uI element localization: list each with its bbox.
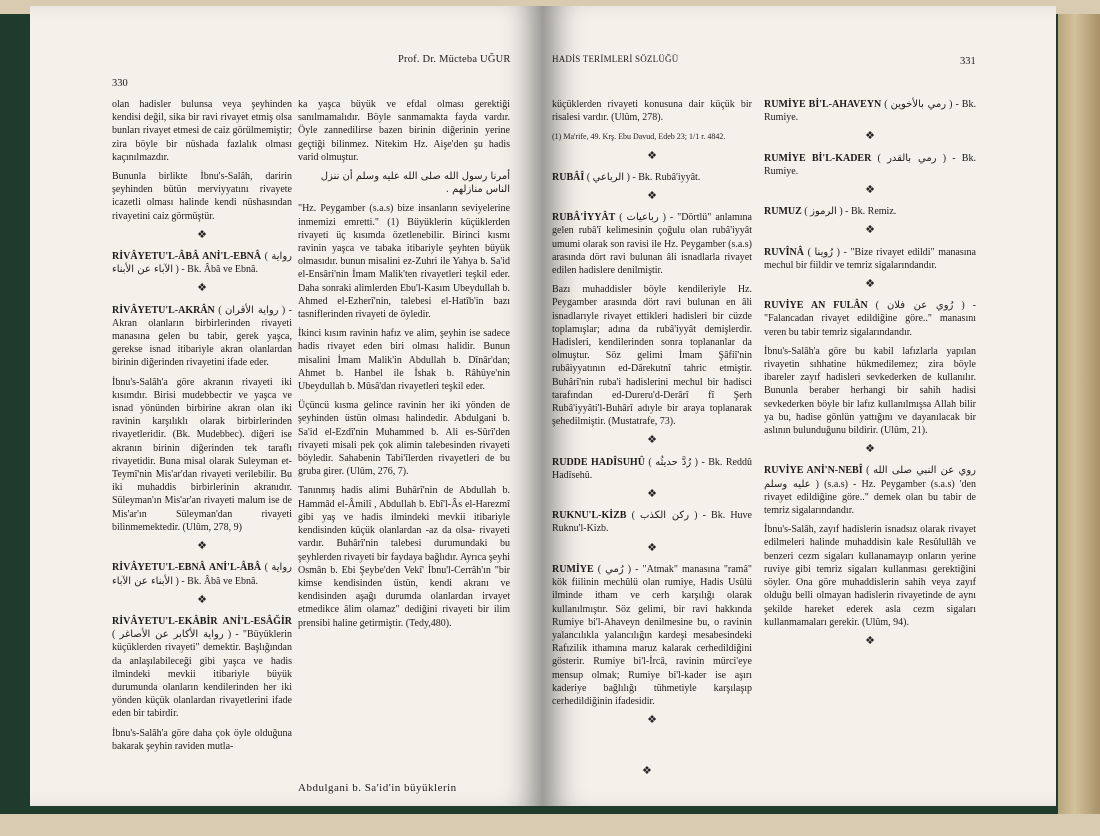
paragraph: Bazı muhaddisler böyle kendileriyle Hz. Peygamber arasında dört ravi bulunan en âli isnadlarıyle rivayet ettikleri hadisleri bir cüzde toplamışlar; adına da rubâ'iyyât demişlerdir. Hadisleri, kendilerinden sonra toplananlar da olmuştur. Söz gelimi İmam Şâfiî'nin rubâiyyatının ed-Dârekutnî tahric etmiştir. Buhârî'nin ruba'i hadislerini mechul bir hadisci tarafından ed-Dureru'd-Derârî fî Şerh Rubâ'iyyâti'l-Buhârî adıyle bir araya toplanarak şehedilmiştir. (Mustatrafe, 73). bbox=[552, 284, 752, 428]
entry-text: - Bk. Rubâ'iyyât. bbox=[629, 171, 701, 183]
page-number: 331 bbox=[960, 56, 976, 67]
footnote: (1) Ma'rife, 49. Krş. Ebu Davud, Edeb 23; 1/1 r. 4842. bbox=[552, 132, 726, 142]
arabic-term: رواية الأكابر عن الأصاغر bbox=[119, 629, 224, 641]
entry-headword: RUDDE HADÎSUHÛ bbox=[552, 456, 645, 468]
dictionary-entry: RUMİYE ( رُمي ) - "Atmak" manasına "ramâ" kök fiilinin mechûlü olan rumiye, Hadis Usûlü ilminde itham ve cerh karşılığı olarak kullanılmıştır. Söz gelimi, bir ravi hakkında Rumiye bi'l-Ahaveyn denilmesine bu, o ravinin yalancılıkla yalancılığın kardeşi mesabesindeki Rafızilik ithamına maruz kalarak cerhedildiğini gösterir. Rumiye bi'l-İrcâ, ravinin mürci'eye mensup olmak; Rumiye bi'l-kader ise aşırı kaderiye bağlılığı tühmetiyle karşılaşıp cerhedildiğinin ifadesidir. bbox=[552, 563, 752, 707]
arabic-term: رمي بالقدر bbox=[887, 152, 937, 164]
arabic-term: ركن الكذب bbox=[640, 510, 690, 522]
dictionary-entry: RİVÂYETU'L-ÂBÂ ANİ'L-EBNÂ ( رواية الآباء عن الأبناء ) - Bk. Âbâ ve Ebnâ. bbox=[112, 251, 292, 276]
paragraph: İbnu's-Salâh'a göre daha çok öyle olduğuna bakarak şeyhin raviden mutla- bbox=[112, 727, 292, 752]
arabic-term: رُوينا bbox=[814, 246, 834, 258]
entry-headword: RUBÂÎ bbox=[552, 171, 585, 183]
arabic-term: الرموز bbox=[810, 206, 837, 218]
entry-text: - "Büyüklerin küçüklerden rivayeti" demektir. Başlığından da anlaşılabileceği gibi yaşca ve hadis ilmindeki mevkii itibariyle büyük durumunda olanların kendilerinden her iki yönden küçük olanlardan rivayetlerini ifade eden bir tabirdir. bbox=[112, 629, 292, 720]
entry-headword: RİVÂYETU'L-AKRÂN bbox=[112, 304, 215, 316]
text-column-2 bbox=[764, 98, 976, 656]
paragraph: İbnu's-Salâh'a göre bu kabil lafızlarla yapılan rivayetin sıhhatine hükmedilemez; zira böyle ibareler zayıf hadisleri sevkederken de kullanılır. Bununla beraber herhangi bir sahih hadisi sevkederken böyle bir lafız kullanılmışsa Allah bilir ya bu, hadise gönlün yattığını ve dayanılacak bir aslının bulunduğunu bildirir. (Ulûm, 21). bbox=[764, 345, 976, 437]
paragraph: Üçüncü kısma gelince ravinin her iki yönden de şeyhinden üstün olması halindedir. Abdulgani b. Sa'id el-Ezdî'nin Muhammed b. Ali es-Sûrî'den rivayeti misali pek çok alimin talebesinden rivayeti böyledir. Sahabenin Tabi'îlerden rivayetleri de bu gruba girer. (Ulûm, 276, 7). bbox=[298, 400, 510, 478]
ornament: ❖ bbox=[865, 443, 875, 456]
ornament: ❖ bbox=[197, 228, 207, 241]
ornament: ❖ bbox=[647, 714, 657, 727]
ornament: ❖ bbox=[865, 224, 875, 237]
dictionary-entry: RUMİYE Bİ'L-AHAVEYN ( رمي بالأخوين ) - Bk. Rumiye. bbox=[764, 99, 976, 124]
arabic-term: رمي بالأخوين bbox=[890, 99, 947, 110]
entry-text: - "Dörtlü" anlamına gelen rubâ'î kelimesinin çoğulu olan rubâ'iyyât umumi olarak son ravisi ile Hz. Peygamber (s.a.s) arasında dört ravi bulunan âli isnadlarla rivayet edilen hadislere denilmiştir. bbox=[552, 212, 752, 277]
entry-text: - Bk. Remiz. bbox=[842, 206, 897, 218]
arabic-term: الرباعي bbox=[592, 171, 625, 183]
ornament: ❖ bbox=[197, 540, 207, 553]
paragraph: "Hz. Peygamber (s.a.s) bize insanların seviyelerine inmemizi emretti." (1) Büyüklerin küçüklerden rivayeti üç kısımda özetlenebilir. Birinci kısmı ravinin yaşca ve tabaka itibariyle şeyhten büyük olmasıdır. bunun misalini ez-Zuhri ile Yahya b. Sa'id el-Ensâri'nin İmam Malik'ten rivayetleri teşkil eder. Daha sonraki alimlerden Ebu'l-Kasım Ubeydullah b. Ahmed el-Ezherî'nin, talebesi el-Hatîb'in bazı tasniflerinden rivayeti de öyledir. bbox=[298, 203, 510, 321]
arabic-term: رُدَّ حديثُه bbox=[655, 456, 692, 468]
arabic-term: رُمي bbox=[605, 563, 624, 575]
text-column-2 bbox=[298, 98, 510, 636]
last-line: Abdulgani b. Sa'id'in büyüklerin bbox=[298, 782, 457, 794]
entry-text: - Bk. Âbâ ve Ebnâ. bbox=[178, 575, 258, 587]
paragraph: Bununla birlikte İbnu's-Salâh, daririn şeyhinden bütün merviyyatını rivayete icazetli olması halinde kendi nüshasından rivayetini caiz görmüştür. bbox=[112, 171, 292, 222]
entry-text: - Bk. Reddû Hadîsehû. bbox=[552, 456, 752, 481]
paragraph: ka yaşca büyük ve efdal olması gerektiği sanılmamalıdır. Böyle sanmamakta fayda vardır. Öyle zannedilirse bazen birinin diğerinin yerine geçtiği bilinmez. Nitekim Hz. Aişe'den şu hadis varid olmuştur. bbox=[298, 99, 510, 163]
dictionary-entry: RUBÂÎ ( الرباعي ) - Bk. Rubâ'iyyât. bbox=[552, 171, 701, 183]
arabic-term: رُوي عن فلان bbox=[886, 300, 954, 312]
entry-text: (s.a.s) - Hz. Peygamber (s.a.s) 'den rivayet edildiğine göre.." demek olan bu tabir de temriz sigalarındandır. bbox=[764, 478, 976, 517]
arabic-term: رواية الأبناء عن الآباء bbox=[112, 562, 292, 587]
paragraph: küçüklerden rivayeti konusuna dair küçük bir risalesi vardır. (Ulûm, 278). bbox=[552, 99, 752, 124]
entry-headword: RUBÂ'İYYÂT bbox=[552, 212, 616, 224]
ornament: ❖ bbox=[865, 278, 875, 291]
paragraph: Tanınmış hadis alimi Buhârî'nin de Abdullah b. Hammâd el-Âmilî , Abdullah b. Ebî'l-Âs el-Harezmî gibi yaş ve hadis ilmindeki mevkii itibariyle kendisinden küçük olanlardan -az da olsa- rivayeti vardır. Buhârî'nin talebesi durumundaki bu şeyhlerden rivayeti bir faydaya bağlıdır. Ayrıca şeyhi Osmân b. Ebi Şeybe'den Vekî' İbnu'l-Cerrâh'ın "bir kimse kendisinden üstün, kendi akranı ve kendisinden aşağı durumda olanlardan irvayet etmedikce âlim olamaz" dediğini rivayeti bir ilim prensibi haline getirmiştir. (Tedy,480). bbox=[298, 485, 510, 629]
ornament: ❖ bbox=[647, 488, 657, 501]
entry-headword: RİVÂYETU'L-EBNÂ ANİ'L-ÂBÂ bbox=[112, 562, 262, 574]
entry-headword: RUVİYE AN FULÂN bbox=[764, 300, 868, 312]
ornament: ❖ bbox=[865, 634, 875, 647]
paragraph: olan hadisler bulunsa veya şeyhinden kendisi değil, sika bir ravi rivayet etmiş olsa bunları rivayet etmesi de caiz görülmemiştir; zira böyle bir nüshada fazlalık olması kaçınılmazdır. bbox=[112, 99, 292, 163]
page-number: 330 bbox=[112, 78, 128, 89]
entry-text: - Bk. Rumiye. bbox=[764, 99, 976, 124]
dictionary-entry: RİVÂYETU'L-EBNÂ ANİ'L-ÂBÂ ( رواية الأبناء عن الآباء ) - Bk. Âbâ ve Ebnâ. bbox=[112, 562, 292, 587]
arabic-term: روي عن النبي صلى الله عليه وسلم bbox=[764, 465, 976, 490]
dictionary-entry: RUDDE HADÎSUHÛ ( رُدَّ حديثُه ) - Bk. Reddû Hadîsehû. bbox=[552, 456, 752, 481]
running-head: Prof. Dr. Mücteba UĞUR bbox=[398, 54, 511, 65]
dictionary-entry: RİVÂYETU'L-EKÂBİR ANİ'L-ESÂĞİR ( رواية الأكابر عن الأصاغر ) - "Büyüklerin küçüklerden rivayeti" demektir. Başlığından da anlaşılabileceği gibi yaşca ve hadis ilmindeki mevkii itibariyle büyük durumunda olanların kendilerinden her iki yönden küçük olanlardan rivayetlerini ifade eden bir tabirdir. bbox=[112, 615, 292, 720]
arabic-term: رواية الأقران bbox=[224, 304, 279, 316]
entry-text: - Bk. Âbâ ve Ebnâ. bbox=[178, 264, 258, 276]
entry-headword: RİVÂYETU'L-EKÂBİR ANİ'L-ESÂĞİR bbox=[112, 615, 292, 627]
entry-text: - Bk. Rumiye. bbox=[764, 152, 976, 177]
arabic-quote: أمرنا رسول الله صلى الله عليه وسلم أن ننزل الناس منازلهم . bbox=[320, 171, 510, 196]
entry-headword: RUMUZ bbox=[764, 206, 802, 218]
entry-text: - "Atmak" manasına "ramâ" kök fiilinin mechûlü olan rumiye, Hadis Usûlü ilminde itham ve cerh karşılığı olarak kullanılmıştır. Söz gelimi, bir ravi hakkında Rumiye bi'l-Ahaveyn denilmesine bu, o ravinin yalancılıkla yalancılığın kardeşi mesabesindeki Rafızilik ithamına maruz kalarak cerhedildiğini gösterir. Rumiye bi'l-İrcâ, ravinin mürci'eye mensup olmak; Rumiye bi'l-kader ise aşırı kaderiye bağlılığı tühmetiyle karşılaşıp cerhedildiğinin ifadesidir. bbox=[552, 563, 752, 707]
arabic-term: رباعيات bbox=[626, 212, 659, 224]
ornament: ❖ bbox=[647, 149, 657, 162]
dictionary-entry: RUVÎNÂ ( رُوينا ) - "Bize rivayet edildi" manasına mechul bir fiildir ve temriz sigalarındandır. bbox=[764, 246, 976, 271]
text-column-1 bbox=[552, 98, 752, 735]
dictionary-entry: RUVİYE ANİ'N-NEBÎ ( روي عن النبي صلى الله عليه وسلم ) (s.a.s) - Hz. Peygamber (s.a.s) 'den rivayet edildiğine göre.." demek olan bu tabir de temriz sigalarındandır. bbox=[764, 465, 976, 517]
entry-headword: RİVÂYETU'L-ÂBÂ ANİ'L-EBNÂ bbox=[112, 251, 262, 263]
running-head: HADİS TERİMLERİ SÖZLÜĞÜ bbox=[552, 54, 679, 64]
dictionary-entry: RİVÂYETU'L-AKRÂN ( رواية الأقران ) - Akran olanların birbirlerinden rivayeti manasına gelen bu tabir, gerek yaşca, gerekse isnad itibariyle akran olanlardan birinin diğerinden rivayetini ifade eder. bbox=[112, 304, 292, 369]
ornament: ❖ bbox=[647, 541, 657, 554]
paragraph: İbnu's-Salâh, zayıf hadislerin isnadsız olarak rivayet edilmeleri halinde muhaddisin kale Resûlullâh ve benzeri cezm sigaları kullanamayıp onların yerine ruviye gibi temriz sigaları kullanması gerektiğini söyler. Ona göre muhaddislerin sahih veya zayıf olduğu belli olmayan hadislerin rivayetinde de aynı şekilde hareket ederek asla cezm sigaları kullanmamaları gerekir. (Ulûm, 94). bbox=[764, 524, 976, 628]
dictionary-entry: RUKNU'L-KİZB ( ركن الكذب ) - Bk. Huve Ruknu'l-Kizb. bbox=[552, 510, 752, 535]
dictionary-entry: RUMİYE Bİ'L-KADER ( رمي بالقدر ) - Bk. Rumiye. bbox=[764, 152, 976, 177]
entry-headword: RUKNU'L-KİZB bbox=[552, 510, 627, 522]
entry-text: - "Falancadan rivayet edildiğine göre.." manasını veren bu tabir temriz sigalarındandır. bbox=[764, 300, 976, 338]
ornament: ❖ bbox=[642, 765, 652, 777]
paragraph: İkinci kısım ravinin hafız ve alim, şeyhin ise sadece hadis rivayet eden biri olması halidir. Bunun misalini İmam Malik'in Abdullah b. Dînâr'dan; Ahmet b. Hanbel ile İshak b. Râhûye'nin Ubeydullah b. Mûsâ'dan rivayetleri teşkil eder. bbox=[298, 328, 510, 393]
ornament: ❖ bbox=[647, 434, 657, 447]
page-edge bbox=[1058, 14, 1100, 814]
entry-headword: RUMİYE bbox=[552, 563, 594, 575]
ornament: ❖ bbox=[197, 282, 207, 295]
right-page bbox=[542, 6, 1056, 806]
paragraph: İbnu's-Salâh'a göre akranın rivayeti iki kısımdır. Birisi mudebbectir ve yaşca ve isnad yönünden birbirine akran olan iki ravinin karşılıklı olarak birbirlerinden rivayetleridir. (Bk. Mudebbec). diğeri ise akranın birinin diğerinden tek taraflı rivayetidir. Buna misal olarak Suleyman et-Teymî'nin Mis'ar'dan rivayeti verilebilir. Bu iki muhaddis birbirlerinin akranıdır. Süleyman'ın Mis'ar'an rivayeti malum ise de Mis'ar'ın Süleyman'dan rivayeti bilinmemektedir. (Ulûm, 278, 9) bbox=[112, 376, 292, 533]
ornament: ❖ bbox=[865, 184, 875, 197]
entry-text: - Akran olanların birbirlerinden rivayeti manasına gelen bu tabir, gerek yaşca, gerekse isnad itibariyle akran olanlardan birinin diğerinden rivayetini ifade eder. bbox=[112, 304, 292, 369]
entry-headword: RUVÎNÂ bbox=[764, 246, 804, 258]
dictionary-entry: RUBÂ'İYYÂT ( رباعيات ) - "Dörtlü" anlamına gelen rubâ'î kelimesinin çoğulu olan rubâ'iyyât umumi olarak son ravisi ile Hz. Peygamber (s.a.s) arasında dört ravi bulunan âli isnadlarla rivayet edilen hadislere denilmiştir. bbox=[552, 212, 752, 277]
entry-text: - Bk. Huve Ruknu'l-Kizb. bbox=[552, 510, 752, 535]
arabic-term: رواية الآباء عن الأبناء bbox=[112, 251, 292, 276]
ornament: ❖ bbox=[865, 130, 875, 143]
left-page bbox=[30, 6, 542, 806]
entry-headword: RUVİYE ANİ'N-NEBÎ bbox=[764, 465, 863, 477]
entry-text: - "Bize rivayet edildi" manasına mechul bir fiildir ve temriz sigalarındandır. bbox=[764, 246, 976, 271]
text-column-1 bbox=[112, 98, 292, 759]
ornament: ❖ bbox=[647, 190, 657, 203]
entry-headword: RUMİYE Bİ'L-AHAVEYN bbox=[764, 99, 882, 110]
ornament: ❖ bbox=[197, 593, 207, 606]
entry-headword: RUMİYE Bİ'L-KADER bbox=[764, 152, 872, 164]
dictionary-entry: RUVİYE AN FULÂN ( رُوي عن فلان ) - "Falancadan rivayet edildiğine göre.." manasını veren bu tabir temriz sigalarındandır. bbox=[764, 300, 976, 338]
dictionary-entry: RUMUZ ( الرموز ) - Bk. Remiz. bbox=[764, 206, 897, 218]
